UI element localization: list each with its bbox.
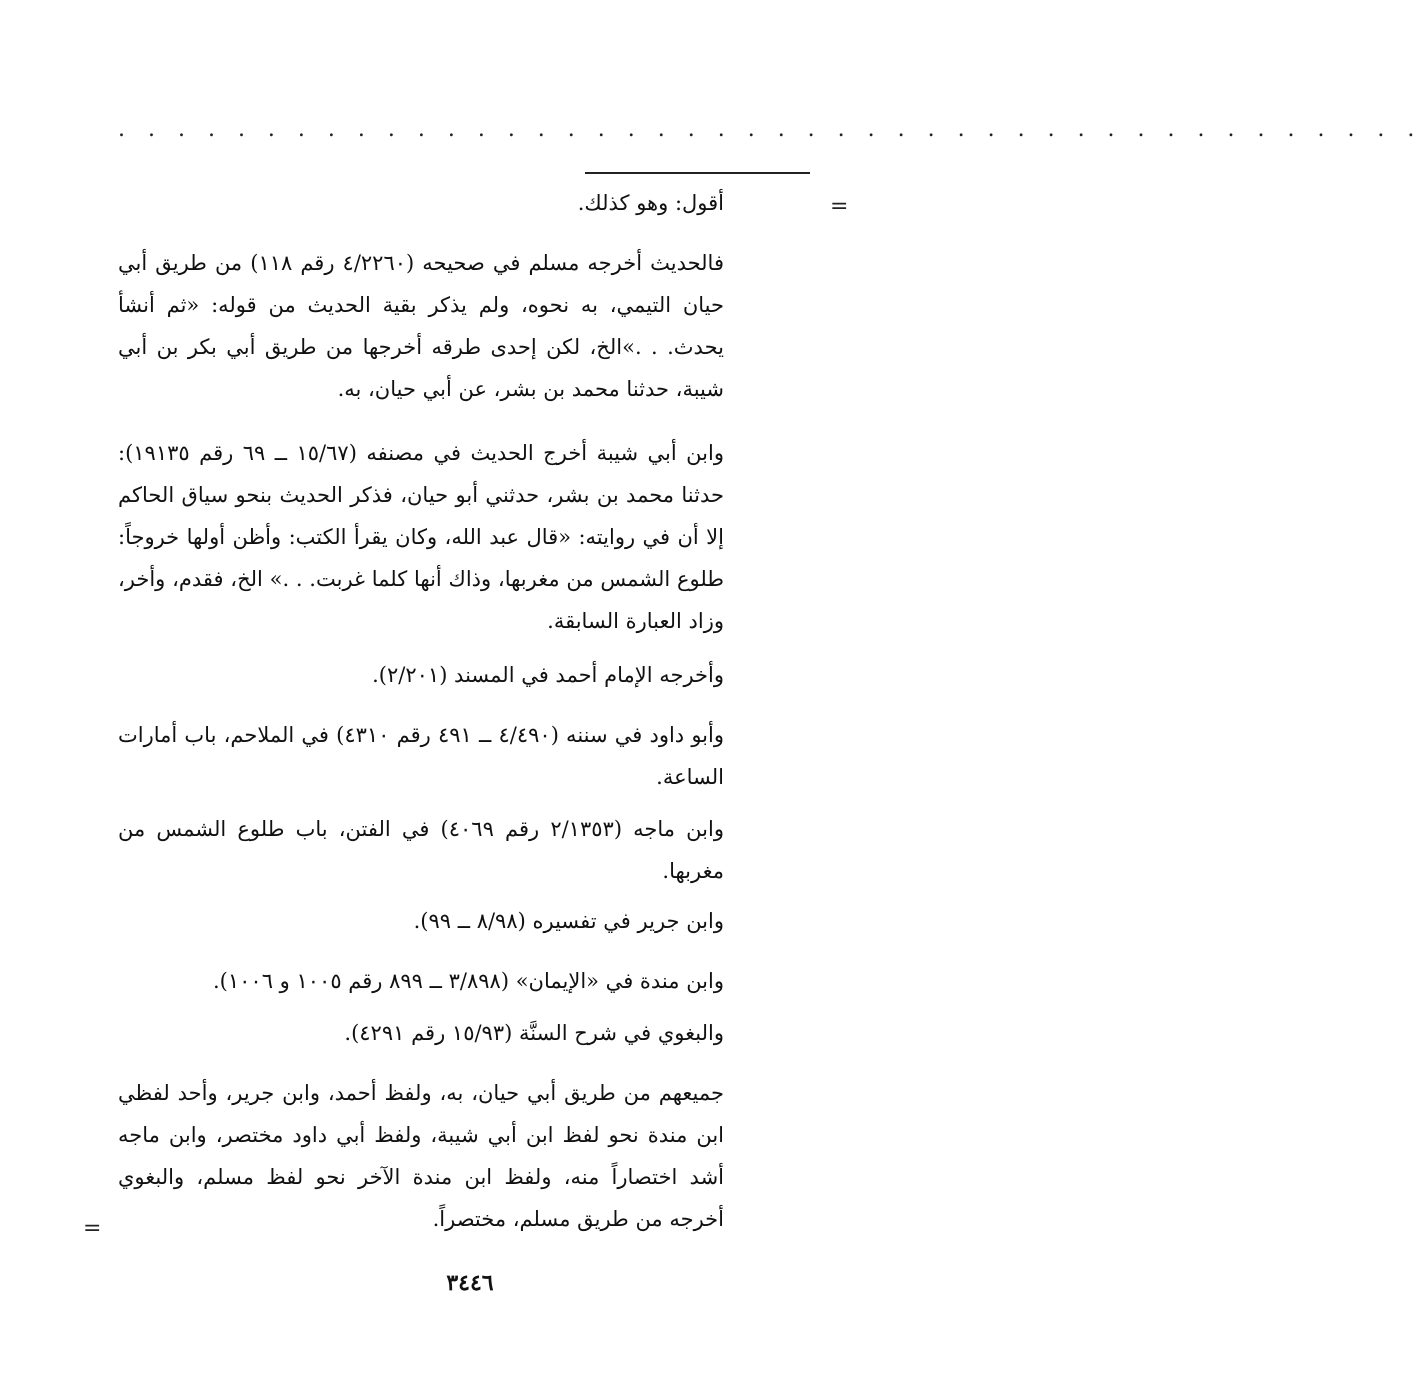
continuation-mark-bottom: = — [83, 1216, 102, 1241]
footnote-rule — [585, 172, 810, 174]
paragraph-7: وابن جرير في تفسيره (٨/٩٨ ــ ٩٩). — [413, 909, 724, 933]
separator-dots: . . . . . . . . . . . . . . . . . . . . . . . . . . . . . . . . . . . . . . . . . . . . — [118, 117, 1422, 142]
paragraph-1: أقول: وهو كذلك. — [577, 191, 724, 215]
paragraph-8: وابن مندة في «الإيمان» (٣/٨٩٨ ــ ٨٩٩ رقم ١٠٠٥ و ١٠٠٦). — [212, 969, 724, 993]
paragraph-5: وأبو داود في سننه (٤/٤٩٠ ــ ٤٩١ رقم ٤٣١٠) في الملاحم، باب أمارات الساعة. — [118, 723, 725, 789]
page-number: ٣٤٤٦ — [446, 1270, 494, 1296]
paragraph-2: فالحديث أخرجه مسلم في صحيحه (٤/٢٢٦٠ رقم ١١٨) من طريق أبي حيان التيمي، به نحوه، ولم يذكر بقية الحديث من قوله: «ثم أنشأ يحدث. . .»الخ، لكن إحدى طرقه أخرجها من طريق أبي بكر بن أبي شيبة، حدثنا محمد بن بشر، عن أبي حيان، به. — [118, 251, 724, 401]
paragraph-6: وابن ماجه (٢/١٣٥٣ رقم ٤٠٦٩) في الفتن، باب طلوع الشمس من مغربها. — [118, 817, 724, 883]
continuation-mark-top: = — [830, 194, 849, 219]
paragraph-9: والبغوي في شرح السنَّة (١٥/٩٣ رقم ٤٢٩١). — [344, 1021, 724, 1045]
paragraph-4: وأخرجه الإمام أحمد في المسند (٢/٢٠١). — [372, 663, 724, 687]
paragraph-3: وابن أبي شيبة أخرج الحديث في مصنفه (١٥/٦٧ ــ ٦٩ رقم ١٩١٣٥): حدثنا محمد بن بشر، حدثني أبو حيان، فذكر الحديث بنحو سياق الحاكم إلا أن في روايته: «قال عبد الله، وكان يقرأ الكتب: وأظن أولها خروجاً: طلوع الشمس من مغربها، وذاك أنها كلما غربت. . .» الخ، فقدم، وأخر، وزاد العبارة السابقة. — [118, 441, 724, 633]
paragraph-10: جميعهم من طريق أبي حيان، به، ولفظ أحمد، وابن جرير، وأحد لفظي ابن مندة نحو لفظ ابن أبي شيبة، ولفظ أبي داود مختصر، وابن ماجه أشد اختصاراً منه، ولفظ ابن مندة الآخر نحو لفظ مسلم، والبغوي أخرجه من طريق مسلم، مختصراً. — [118, 1081, 724, 1231]
